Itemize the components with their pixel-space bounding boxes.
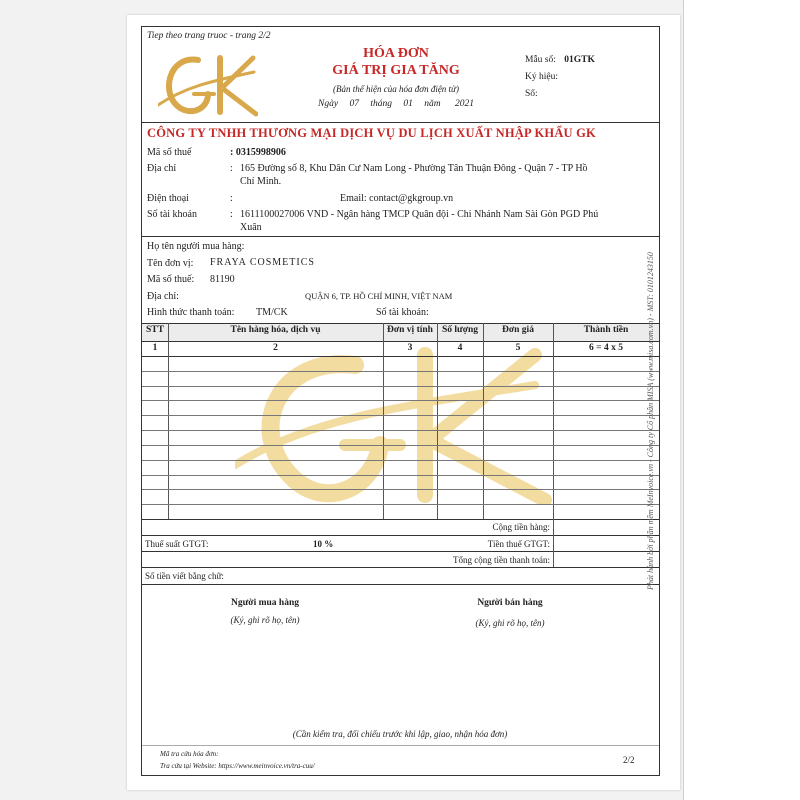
form-number-value: 01GTK xyxy=(564,55,595,65)
adjacent-page-edge xyxy=(683,0,800,800)
grand-total-label: Tổng cộng tiền thanh toán: xyxy=(453,555,550,565)
seller-signature-note: (Ký, ghi rõ họ, tên) xyxy=(475,618,545,628)
buyer-signature-title: Người mua hàng xyxy=(231,598,299,608)
col-number-2: 2 xyxy=(273,343,278,353)
table-row xyxy=(142,489,659,490)
col-number-5: 5 xyxy=(515,343,521,353)
table-row xyxy=(142,400,659,401)
seller-email: Email: contact@gkgroup.vn xyxy=(340,193,454,204)
col-number-4: 4 xyxy=(457,343,463,353)
buyer-unit-value: FRAYA COSMETICS xyxy=(210,257,315,268)
invoice-title: HÓA ĐƠN xyxy=(363,46,429,61)
seller-account-colon: : xyxy=(230,209,233,220)
table-row xyxy=(142,460,659,461)
divider xyxy=(142,584,659,585)
seller-account-label: Số tài khoản xyxy=(147,209,197,220)
header-unit-price: Đơn giá xyxy=(502,325,534,335)
table-row xyxy=(142,445,659,446)
table-row xyxy=(142,504,659,505)
seller-address-colon: : xyxy=(230,163,233,174)
date-year-label: năm xyxy=(424,99,441,109)
divider xyxy=(142,535,659,536)
invoice-subtitle: (Bản thể hiện của hóa đơn điện tử) xyxy=(333,84,459,94)
totals-top-line xyxy=(142,519,659,520)
serial-label: Ký hiệu: xyxy=(525,72,558,82)
date-month-label: tháng xyxy=(370,99,392,109)
col-number-6: 6 = 4 x 5 xyxy=(589,343,623,353)
buyer-unit-label: Tên đơn vị: xyxy=(147,258,194,269)
invoice-date xyxy=(318,99,488,109)
divider xyxy=(142,551,659,552)
form-number xyxy=(525,55,595,65)
seller-name: CÔNG TY TNHH THƯƠNG MẠI DỊCH VỤ DU LỊCH XUẤT NHẬP KHẨU GK xyxy=(147,126,596,140)
vat-rate-label: Thuế suất GTGT: xyxy=(145,539,209,549)
header-amount: Thành tiền xyxy=(583,325,629,335)
lookup-website: Tra cứu tại Website: https://www.meinvoice.vn/tra-cuu/ xyxy=(160,762,315,770)
vat-amount-label: Tiền thuế GTGT: xyxy=(487,539,550,549)
payment-method-value: TM/CK xyxy=(256,307,288,318)
seller-phone-label: Điện thoại xyxy=(147,193,189,204)
buyer-name-label: Họ tên người mua hàng: xyxy=(147,241,245,252)
totals-column-divider xyxy=(553,519,554,567)
payment-method-label: Hình thức thanh toán: xyxy=(147,307,235,318)
buyer-address-value: QUẬN 6, TP. HỒ CHÍ MINH, VIỆT NAM xyxy=(305,291,453,301)
date-day-label: Ngày xyxy=(318,99,339,109)
col-number-1: 1 xyxy=(152,343,158,353)
seller-tax-value: : 0315998906 xyxy=(230,147,286,158)
form-number-label: Mẫu số: xyxy=(525,55,556,65)
amount-in-words-label: Số tiền viết bằng chữ: xyxy=(145,571,224,581)
seller-account-line2: Xuân xyxy=(240,222,262,233)
table-row xyxy=(142,386,659,387)
header-quantity: Số lượng xyxy=(441,325,479,335)
buyer-account-label: Số tài khoản: xyxy=(376,307,429,318)
invoice-title-vat: GIÁ TRỊ GIA TĂNG xyxy=(332,63,460,78)
seller-address-line2: Chí Minh. xyxy=(240,176,282,187)
subtotal-label: Cộng tiền hàng: xyxy=(492,522,550,532)
seller-signature-title: Người bán hàng xyxy=(477,598,543,608)
table-row xyxy=(142,430,659,431)
invoice-number-label: Số: xyxy=(525,89,538,99)
page-number: 2/2 xyxy=(623,755,635,765)
header-stt: STT xyxy=(146,325,164,335)
header-item-name: Tên hàng hóa, dịch vụ xyxy=(230,325,321,335)
divider xyxy=(142,122,659,123)
table-row xyxy=(142,475,659,476)
seller-address-label: Địa chỉ xyxy=(147,163,177,174)
gk-logo xyxy=(158,50,258,120)
buyer-tax-value: 81190 xyxy=(210,274,235,285)
verification-note: (Cần kiểm tra, đối chiếu trước khi lập, giao, nhận hóa đơn) xyxy=(292,729,508,739)
footer-divider xyxy=(142,745,659,746)
header-unit: Đơn vị tính xyxy=(387,325,433,335)
table-row xyxy=(142,415,659,416)
buyer-address-label: Địa chỉ: xyxy=(147,291,179,302)
table-row xyxy=(142,371,659,372)
divider xyxy=(142,567,659,568)
seller-tax-label: Mã số thuế xyxy=(147,147,192,158)
col-number-3: 3 xyxy=(407,343,413,353)
buyer-tax-label: Mã số thuế: xyxy=(147,274,195,285)
table-number-row-line xyxy=(142,356,659,357)
vat-rate-value: 10 % xyxy=(313,539,334,549)
page-continuation-label: Tiep theo trang truoc - trang 2/2 xyxy=(147,31,271,41)
date-year: 2021 xyxy=(454,99,474,109)
seller-account-line1: 1611100027006 VND - Ngân hàng TMCP Quân đội - Chi Nhánh Nam Sài Gòn PGD Phú xyxy=(240,209,599,220)
seller-address-line1: 165 Đường số 8, Khu Dân Cư Nam Long - Phường Tân Thuận Đông - Quận 7 - TP Hồ xyxy=(240,163,588,174)
buyer-signature-note: (Ký, ghi rõ họ, tên) xyxy=(230,615,300,625)
vertical-issuer-note: Phát hành bởi phần mềm MeInvoice.vn - Công ty Cổ phần MISA (www.misa.com.vn) - MST: 0101243150 xyxy=(646,252,655,590)
lookup-code-label: Mã tra cứu hóa đơn: xyxy=(160,750,219,758)
date-day: 07 xyxy=(349,99,359,109)
seller-phone-colon: : xyxy=(230,193,233,204)
date-month: 01 xyxy=(403,99,413,109)
divider xyxy=(142,236,659,237)
